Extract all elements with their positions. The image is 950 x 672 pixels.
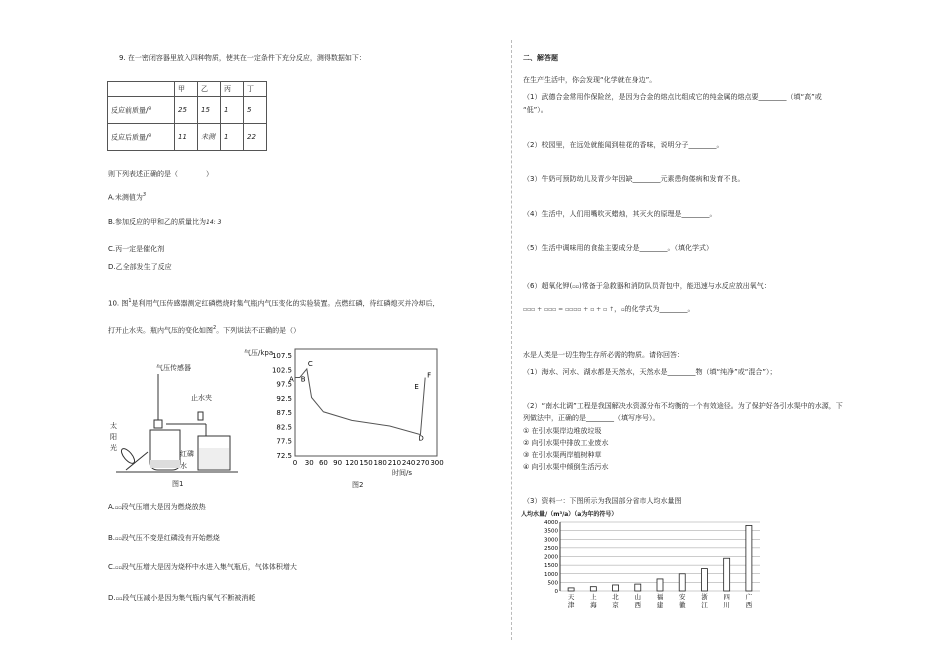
q10-line-2 (108, 324, 300, 335)
point-label: F (427, 371, 432, 380)
y-tick-label: 102.5 (271, 366, 292, 375)
category-label: 北 (612, 593, 619, 601)
option-text: 段气压不变是红磷没有开始燃烧 (121, 534, 220, 542)
s2-q6-line1 (523, 282, 771, 292)
x-tick-label: 180 (373, 459, 387, 467)
y-tick-label: 4000 (544, 520, 558, 526)
beaker-water (199, 448, 229, 469)
y-tick-label: 72.5 (276, 452, 292, 460)
y-tick-label: 87.5 (276, 409, 292, 418)
s2-q5: （5）生活中调味用的食盐主要成分是________。（填化学式） (523, 244, 713, 252)
x-tick-label: 240 (401, 459, 416, 467)
bar (568, 588, 574, 591)
y-tick-label: 2500 (544, 545, 558, 552)
sun-char: 太 (110, 422, 117, 430)
water-q2-option: ② 向引水渠中排放工业废水 (523, 439, 609, 447)
option-letter: D. (108, 594, 116, 602)
category-label: 京 (612, 601, 619, 609)
point-label: A (289, 375, 294, 384)
q10-option-d[interactable]: D.▫▫段气压减小是因为集气瓶内氧气不断被消耗 (108, 594, 256, 602)
x-tick-label: 0 (292, 459, 298, 467)
y-tick-label: 3500 (544, 528, 558, 535)
s2-q2: （2）校园里，在远处就能闻到桂花的香味，说明分子________。 (523, 141, 724, 149)
y-tick-label: 92.5 (276, 394, 292, 403)
q6-text: 的化学式为________。 (624, 305, 695, 313)
option-formula: 3 (142, 192, 147, 198)
point-label: D (418, 434, 424, 443)
column-divider (511, 40, 512, 640)
table-cell (108, 82, 175, 97)
bars (568, 525, 752, 591)
q6-text: ， (614, 305, 622, 313)
y-tick-label: 1000 (544, 571, 558, 578)
formula-placeholder: ▫▫ (572, 284, 579, 290)
q9-prompt: 则下列表述正确的是（ ） (108, 170, 213, 178)
category-label: 海 (590, 601, 597, 609)
section-title: 二、解答题 (523, 54, 558, 62)
point-label: C (307, 359, 313, 368)
sun-char: 光 (110, 444, 117, 452)
chart-ylabel: 气压/kpa (244, 349, 274, 357)
x-tick-label: 120 (345, 459, 359, 467)
bar (657, 579, 663, 591)
x-ticks (293, 459, 444, 467)
q9-option-c[interactable]: C.丙一定是催化剂 (108, 245, 165, 253)
q10-fig-ref: 2 (213, 325, 217, 331)
q9-stem: 9. 在一密闭容器里放入四种物质，使其在一定条件下充分反应，测得数据如下： (119, 54, 366, 62)
table-row (108, 82, 267, 97)
table-row (108, 97, 267, 124)
lens-icon (119, 447, 137, 466)
water-q2-option: ③ 在引水渠两岸植树种草 (523, 451, 602, 459)
bar (746, 525, 752, 591)
table-cell: 未测 (198, 124, 221, 151)
option-text: 段气压增大是因为烧杯中水进入集气瓶后，气体体积增大 (121, 563, 297, 571)
table-cell: 丁 (244, 82, 267, 97)
water-intro: 水是人类是一切生物生存所必需的物质。请你回答： (523, 351, 684, 359)
table-cell: 11 (175, 124, 198, 151)
table-cell: 25 (175, 97, 198, 124)
formula-placeholder: ▫ (621, 307, 625, 313)
option-text: A.未测值为 (108, 193, 143, 202)
q6-text: （6）超氧化钾( (523, 282, 573, 290)
q10-text: 打开止水夹。瓶内气压的变化如图 (108, 326, 213, 335)
sensor-plug (154, 420, 162, 428)
q10-text: 10. 图 (108, 299, 129, 308)
option-letter: C. (108, 563, 116, 571)
q10-line-1 (108, 297, 440, 308)
water-q2-option: ① 在引水渠岸边堆放垃圾 (523, 427, 602, 435)
s2-q3: （3）牛奶可预防幼儿及青少年因缺________元素患佝偻病和发育不良。 (523, 175, 745, 183)
q10-text: 。下列说法不正确的是（） (216, 326, 301, 335)
q9-option-d[interactable]: D.乙全部发生了反应 (108, 263, 172, 271)
water-label: 水 (180, 462, 187, 470)
table-cell: 甲 (175, 82, 198, 97)
bar (635, 584, 641, 591)
y-tick-label: 500 (547, 580, 558, 587)
category-label: 浙 (701, 593, 708, 601)
option-text: 段气压增大是因为燃烧放热 (121, 503, 206, 511)
q10-option-a[interactable]: A.▫▫段气压增大是因为燃烧放热 (108, 503, 206, 511)
apparatus-figure (106, 352, 246, 487)
flask-water (150, 460, 180, 468)
category-label: 山 (634, 593, 642, 601)
figure-caption: 图1 (172, 480, 184, 488)
category-label: 福 (656, 593, 664, 601)
row-unit: g (148, 104, 151, 110)
x-tick-label: 150 (359, 459, 373, 467)
category-label: 江 (701, 601, 708, 609)
table-cell: 1 (221, 124, 244, 151)
table-cell: 乙 (198, 82, 221, 97)
q9-option-b[interactable] (108, 218, 221, 227)
category-label: 广 (745, 593, 753, 601)
chart-xlabel: 时间/s (392, 469, 413, 477)
category-label: 上 (590, 593, 597, 601)
category-label: 安 (678, 593, 686, 601)
sun-char: 阳 (110, 433, 117, 441)
y-tick-label: 82.5 (276, 423, 292, 432)
bar (613, 585, 619, 591)
y-tick-label: 107.5 (271, 352, 292, 361)
option-letter: B. (108, 534, 116, 542)
row-label: 反应前质量/ (111, 106, 149, 115)
s2-q1-line2: “低”）。 (523, 106, 548, 114)
y-tick-label: 97.5 (276, 380, 292, 389)
s2-intro: 在生产生活中，你会发现“化学就在身边”。 (523, 76, 657, 84)
water-q1: （1）海水、河水、湖水都是天然水，天然水是________物（填“纯净”或“混合”）； (523, 368, 777, 376)
q10-option-c[interactable]: C.▫▫段气压增大是因为烧杯中水进入集气瓶后，气体体积增大 (108, 563, 297, 571)
option-text: B.参加反应的甲和乙的质量比为 (108, 218, 207, 226)
point-label: E (414, 382, 419, 391)
bar (701, 569, 707, 591)
point-label: B (300, 375, 306, 384)
category-label: 川 (723, 601, 730, 609)
category-label: 徽 (678, 601, 686, 609)
s2-q4: （4）生活中，人们用嘴吹灭蜡烛，其灭火的原理是________。 (523, 210, 717, 218)
category-label: 建 (656, 601, 664, 609)
pressure-chart (242, 346, 442, 490)
s2-q6-line2 (523, 305, 695, 315)
category-label: 西 (634, 601, 642, 609)
option-formula: 14: 3 (206, 219, 222, 226)
table-cell: 22 (244, 124, 267, 151)
category-labels (568, 592, 753, 609)
q9-option-a[interactable] (108, 191, 146, 202)
equation-image: ▫▫▫ + ▫▫▫ = ▫▫▫▫ + ▫ + ▫ ↑ (523, 306, 615, 313)
x-tick-label: 210 (387, 459, 402, 467)
y-tick-label: 1500 (544, 563, 558, 570)
chart-ylabel: 人均水量/（m³/a）（a为年的符号） (521, 511, 618, 518)
y-tick-label: 77.5 (276, 437, 292, 446)
clamp-label: 止水夹 (191, 394, 212, 402)
water-q2-line2: 列做法中，正确的是________（填写序号）。 (523, 414, 660, 422)
water-bar-chart (520, 509, 772, 609)
phosphorus-label: 红磷 (180, 450, 194, 458)
table-cell (108, 124, 175, 151)
option-text: 段气压减小是因为集气瓶内氧气不断被消耗 (122, 594, 256, 602)
table-cell: 5 (244, 97, 267, 124)
row-unit: g (148, 131, 151, 137)
sensor-label: 气压传感器 (156, 364, 191, 372)
x-tick-label: 270 (416, 459, 430, 467)
table-cell: 15 (198, 97, 221, 124)
row-label: 反应后质量/ (111, 133, 149, 142)
y-ticks (272, 352, 292, 460)
clamp-icon (198, 412, 203, 420)
figure-caption: 图2 (352, 481, 364, 489)
q9-table (107, 81, 267, 151)
water-q2-option: ④ 向引水渠中倾倒生活污水 (523, 463, 609, 471)
s2-q1-line1: （1）武德合金常用作保险丝，是因为合金的熔点比组成它的纯金属的熔点要________（填“高”或 (523, 93, 822, 101)
bar (679, 574, 685, 591)
option-letter: A. (108, 503, 115, 511)
y-tick-label: 3000 (544, 537, 558, 544)
table-cell (108, 97, 175, 124)
x-tick-label: 300 (430, 459, 444, 467)
q10-fig-ref: 1 (128, 298, 132, 304)
pressure-line (295, 369, 425, 435)
bar (724, 558, 730, 591)
q10-text: 是利用气压传感器测定红磷燃烧时集气瓶内气压变化的实验装置。点燃红磷，待红磷熄灭并冷却后， (131, 299, 440, 308)
x-tick-label: 30 (304, 459, 314, 467)
category-label: 津 (567, 601, 575, 609)
table-row (108, 124, 267, 151)
water-q2-line1: （2）“南水北调”工程是我国解决水资源分布不均衡的一个有效途径。为了保护好各引水渠中的水源，下 (523, 402, 843, 410)
category-label: 天 (567, 593, 575, 601)
x-tick-label: 90 (333, 459, 343, 467)
water-q3: （3）资料一：下图所示为我国部分省市人均水量图 (523, 497, 682, 505)
x-tick-label: 60 (318, 459, 328, 467)
category-label: 四 (723, 593, 730, 601)
table-cell: 丙 (221, 82, 244, 97)
y-tick-label: 2000 (544, 554, 558, 561)
bar (590, 587, 596, 591)
q6-text: )常备于急救器和消防队员背包中，能迅速与水反应放出氧气： (578, 282, 771, 290)
y-tick-label: 0 (554, 589, 558, 595)
point-labels (289, 360, 431, 443)
category-label: 西 (745, 601, 753, 609)
q10-option-b[interactable]: B.▫▫段气压不变是红磷没有开始燃烧 (108, 534, 220, 542)
table-cell: 1 (221, 97, 244, 124)
